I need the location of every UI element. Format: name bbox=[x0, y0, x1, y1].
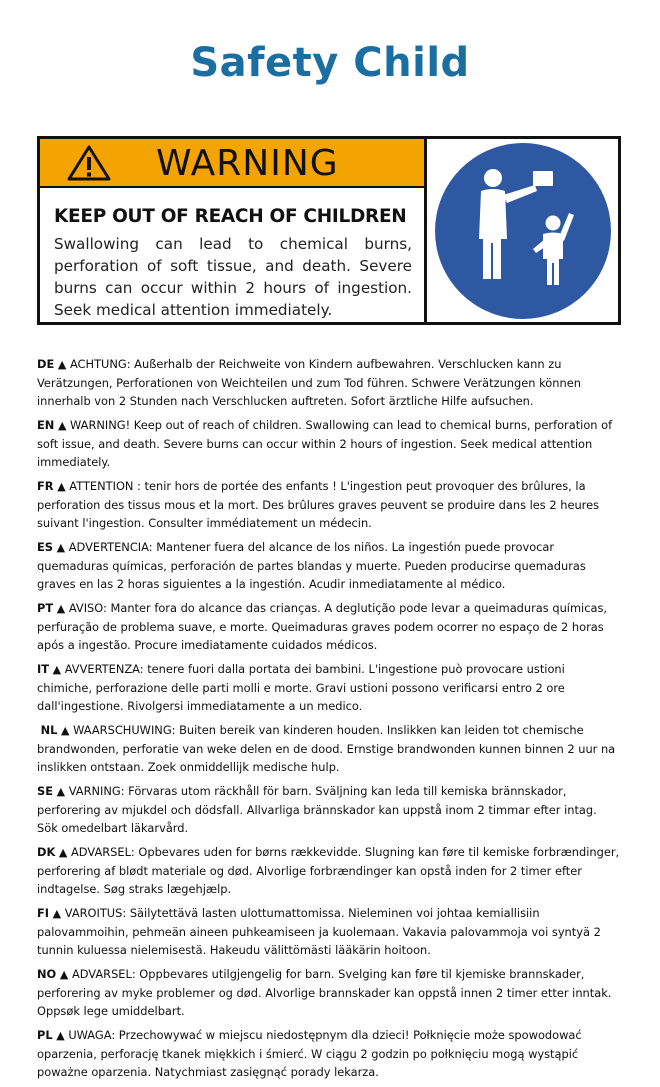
lang-se bbox=[37, 782, 621, 837]
lang-text: ADVERTENCIA: Mantener fuera del alcance de los niños. La ingestión puede provocar quemaduras químicas, perforación de partes blandas y muerte. Pueden producirse quemaduras graves en las 2 horas siguientes a la ingestión. Acudir inmediatamente al médico. bbox=[37, 540, 586, 591]
lang-code: NL bbox=[40, 723, 58, 737]
warning-small-icon: ▲ bbox=[57, 358, 67, 371]
lang-text: ADVARSEL: Opbevares uden for børns rækkevidde. Slugning kan føre til kemiske forbrændinger, perforering af blødt materiale og død. Alvorlige forbrændinger kan opstå inden for 2 timer efter indtagelse. Søg straks lægehjælp. bbox=[37, 845, 620, 896]
page-title: Safety Child bbox=[190, 40, 470, 86]
warning-small-icon: ▲ bbox=[56, 1029, 65, 1042]
lang-code: FR bbox=[37, 479, 54, 493]
warning-small-icon: ▲ bbox=[61, 724, 70, 737]
lang-code: DK bbox=[37, 845, 56, 859]
lang-es bbox=[37, 538, 621, 593]
warning-small-icon: ▲ bbox=[56, 785, 66, 798]
lang-text: WAARSCHUWING: Buiten bereik van kinderen houden. Inslikken kan leiden tot chemische brandwonden, perforatie van weke delen en de dood. Ernstige brandwonden kunnen binnen 2 uur na inslikken ontstaan. Zoek onmiddellijk medische hulp. bbox=[37, 723, 616, 774]
lang-nl bbox=[37, 721, 621, 776]
lang-text: ACHTUNG: Außerhalb der Reichweite von Kindern aufbewahren. Verschlucken kann zu Verätzungen, Perforationen von Weichteilen und zum Tod führen. Schwere Verätzungen können innerhalb von 2 Stunden nach Verschlucken auftreten. Sofort ärztliche Hilfe aufsuchen. bbox=[37, 357, 581, 408]
warning-small-icon: ▲ bbox=[56, 541, 66, 554]
translations-list bbox=[37, 355, 621, 1087]
lang-code: IT bbox=[37, 662, 50, 676]
lang-code: DE bbox=[37, 357, 55, 371]
lang-text: ATTENTION : tenir hors de portée des enfants ! L'ingestion peut provoquer des brûlures, la perforation des tissus mous et la mort. Des brûlures graves peuvent se produire dans les 2 heures suivant l'ingestion. Consulter immédiatement un médecin. bbox=[37, 479, 600, 530]
lang-pl bbox=[37, 1026, 621, 1081]
lang-code: PL bbox=[37, 1028, 53, 1042]
lang-code: PT bbox=[37, 601, 54, 615]
sign-area bbox=[427, 139, 618, 322]
lang-text: AVVERTENZA: tenere fuori dalla portata dei bambini. L'ingestione può provocare ustioni chimiche, perforazione delle parti molli e morte. Gravi ustioni possono verificarsi entro 2 ore dall'ingestione. Rivolgersi immediatamente a un medico. bbox=[37, 662, 565, 713]
warning-triangle-icon bbox=[66, 144, 112, 182]
warning-bar bbox=[40, 139, 424, 188]
lang-text: UWAGA: Przechowywać w miejscu niedostępnym dla dzieci! Połknięcie może spowodować oparzenia, perforację tkanek miękkich i śmierć. W ciągu 2 godzin po połknięciu mogą wystąpić poważne oparzenia. Natychmiast zasięgnąć porady lekarza. bbox=[37, 1028, 582, 1079]
lang-dk bbox=[37, 843, 621, 898]
warning-small-icon: ▲ bbox=[58, 846, 68, 859]
lang-fr bbox=[37, 477, 621, 532]
warning-small-icon: ▲ bbox=[59, 968, 69, 981]
warning-word: WARNING bbox=[156, 143, 339, 184]
lang-de bbox=[37, 355, 621, 410]
warning-panel bbox=[37, 136, 621, 325]
lang-en bbox=[37, 416, 621, 471]
lang-pt bbox=[37, 599, 621, 654]
lang-code: EN bbox=[37, 418, 55, 432]
keep-out-headline: KEEP OUT OF REACH OF CHILDREN bbox=[54, 206, 407, 227]
warning-small-icon: ▲ bbox=[52, 663, 62, 676]
lang-code: FI bbox=[37, 906, 50, 920]
lang-code: SE bbox=[37, 784, 53, 798]
lang-fi bbox=[37, 904, 621, 959]
keep-away-from-children-icon bbox=[435, 143, 611, 319]
warning-text-block bbox=[40, 139, 427, 322]
lang-text: WARNING! Keep out of reach of children. Swallowing can lead to chemical burns, perforation of soft issue, and death. Severe burns can occur within 2 hours of ingestion. Seek medical attention immediately. bbox=[37, 418, 613, 469]
lang-no bbox=[37, 965, 621, 1020]
lang-code: NO bbox=[37, 967, 57, 981]
warning-small-icon: ▲ bbox=[52, 907, 62, 920]
lang-text: ADVARSEL: Oppbevares utilgjengelig for barn. Svelging kan føre til kjemiske brannskader, perforering av myke problemer og død. Alvorlige brannskader kan oppstå innen 2 timer etter inntak. Oppsøk lege umiddelbart. bbox=[37, 967, 612, 1018]
lang-it bbox=[37, 660, 621, 715]
lang-text: AVISO: Manter fora do alcance das crianças. A deglutição pode levar a queimaduras químicas, perfuração de problema suave, e morte. Queimaduras graves podem ocorrer no espaço de 2 horas após a ingestão. Procure imediatamente cuidados médicos. bbox=[37, 601, 608, 652]
warning-body: Swallowing can lead to chemical burns, perforation of soft tissue, and death. Severe burns can occur within 2 hours of ingestion. Seek medical attention immediately. bbox=[54, 235, 412, 319]
warning-small-icon: ▲ bbox=[57, 419, 67, 432]
warning-small-icon: ▲ bbox=[56, 602, 66, 615]
lang-text: VAROITUS: Säilytettävä lasten ulottumattomissa. Nieleminen voi johtaa kemiallisiin palovammoihin, pehmeän aineen puhkeamiseen ja kuolemaan. Vakavia palovammoja voi syntyä 2 tunnin kuluessa nielemisestä. Hakeudu välittömästi lääkärin hoitoon. bbox=[37, 906, 601, 957]
warning-small-icon: ▲ bbox=[57, 480, 66, 493]
lang-code: ES bbox=[37, 540, 53, 554]
lang-text: VARNING: Förvaras utom räckhåll för barn. Sväljning kan leda till kemiska brännskador, perforering av mjukdel och dödsfall. Allvarliga brännskador kan uppstå inom 2 timmar efter intag. Sök omedelbart läkarvård. bbox=[37, 784, 597, 835]
